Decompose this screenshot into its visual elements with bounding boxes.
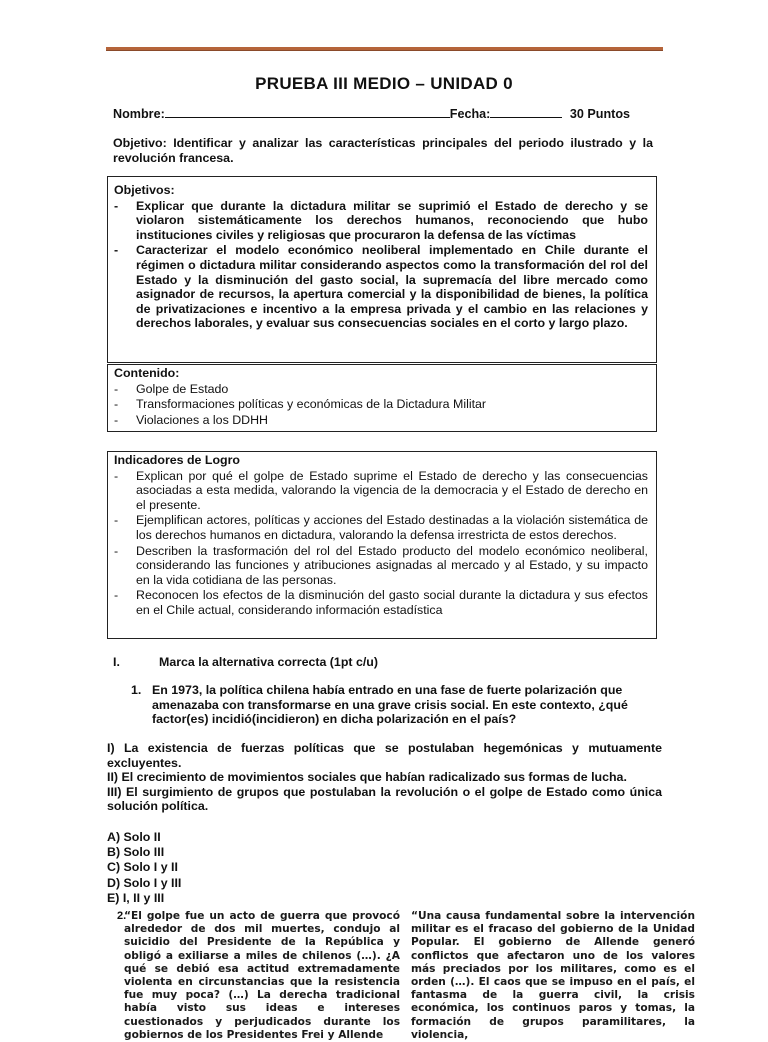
question-2-number: 2. bbox=[117, 910, 127, 922]
name-label: Nombre: bbox=[113, 107, 165, 121]
header-fields bbox=[113, 107, 653, 122]
list-item: - Explicar que durante la dictadura militar se suprimió el Estado de derecho y se violaron sistemáticamente los derechos humanos, reconociendo que hubo instituciones civiles y religiosas que procuraron la defensa de las víctimas bbox=[114, 199, 648, 243]
list-item: - Reconocen los efectos de la disminución del gasto social durante la dictadura y sus efectos en el Chile actual, considerando información estadística bbox=[114, 588, 648, 617]
objectives-list bbox=[108, 199, 656, 331]
content-heading: Contenido: bbox=[114, 366, 180, 380]
quote-right: “Una causa fundamental sobre la intervención militar es el fracaso del gobierno de la Unidad Popular. El gobierno de Allende generó conflictos que afectaron uno de los valores más preciados por los militares, como es el orden (…). El caos que se impuso en el país, el fantasma de la guerra civil, la crisis económica, los continuos paros y tomas, la formación de grupos paramilitares, la violencia, bbox=[411, 910, 695, 1041]
name-field[interactable] bbox=[165, 107, 450, 118]
content-list bbox=[108, 382, 656, 428]
option-e[interactable]: E) I, II y III bbox=[107, 890, 165, 905]
list-item: - Caracterizar el modelo económico neoliberal implementado en Chile durante el régimen o dictadura militar considerando aspectos como la transformación del rol del Estado y la disminución del gasto social, la supremacía del libre mercado como asignador de recursos, la apertura comercial y la disponibilidad de bienes, la política de privatizaciones e incentivo a la empresa privada y el cambio en las relaciones y derechos laborales, y evaluar sus consecuencias sociales en el corto y largo plazo. bbox=[114, 243, 648, 331]
question-1-statements bbox=[107, 741, 662, 814]
section-title: Marca la alternativa correcta (1pt c/u) bbox=[159, 655, 378, 669]
date-field[interactable] bbox=[490, 107, 562, 118]
top-decorative-rule bbox=[106, 47, 663, 51]
statement: III) El surgimiento de grupos que postulaban la revolución o el golpe de Estado como única solución política. bbox=[107, 784, 662, 814]
objectives-box bbox=[107, 176, 657, 363]
date-label: Fecha: bbox=[449, 107, 491, 121]
question-1-text: En 1973, la política chilena había entrado en una fase de fuerte polarización que amenazaba con transformarse en una grave crisis social. En este contexto, ¿qué factor(es) incidió(incidieron) en dicha polarización en el país? bbox=[152, 683, 628, 727]
question-1-number: 1. bbox=[131, 683, 142, 697]
question-1-options bbox=[107, 830, 181, 906]
list-item: - Describen la trasformación del rol del Estado producto del modelo económico neoliberal, considerando las funciones y atribuciones asignadas al mercado y al Estado, y su impacto en la vida cotidiana de las personas. bbox=[114, 544, 648, 588]
content-box bbox=[107, 364, 657, 432]
objectives-heading: Objetivos: bbox=[114, 183, 175, 197]
objective-statement: Objetivo: Identificar y analizar las características principales del periodo ilustrado y la revolución francesa. bbox=[113, 136, 653, 165]
list-item: - Ejemplifican actores, políticas y acciones del Estado destinadas a la violación sistemática de los derechos humanos en dictadura, valorando la defensa irrestricta de estos derechos. bbox=[114, 513, 648, 542]
quote-left: “El golpe fue un acto de guerra que provocó alrededor de dos mil muertes, condujo al suicidio del Presidente de la República y obligó a exiliarse a miles de chilenos (…). ¿A qué se debió esa actitud extremadamente violenta en circunstancias que la resistencia fue muy poca? (…) La derecha tradicional había visto sus ideas e intereses cuestionados y perjudicados durante los gobiernos de los Presidentes Frei y Allende bbox=[124, 910, 400, 1041]
indicators-heading: Indicadores de Logro bbox=[114, 453, 240, 467]
page-title: PRUEBA III MEDIO – UNIDAD 0 bbox=[255, 74, 513, 93]
list-item: - Violaciones a los DDHH bbox=[114, 413, 648, 428]
list-item: - Transformaciones políticas y económicas de la Dictadura Militar bbox=[114, 397, 648, 412]
statement: I) La existencia de fuerzas políticas que se postulaban hegemónicas y mutuamente excluyentes. bbox=[107, 741, 662, 770]
statement: II) El crecimiento de movimientos sociales que habían radicalizado sus formas de lucha. bbox=[107, 770, 627, 785]
indicators-list bbox=[108, 469, 656, 618]
indicators-box bbox=[107, 451, 657, 639]
option-a[interactable]: A) Solo II bbox=[107, 830, 161, 844]
section-number: I. bbox=[113, 655, 120, 669]
list-item: - Explican por qué el golpe de Estado suprime el Estado de derecho y las consecuencias asociadas a esta medida, valorando la vigencia de la democracia y el Estado de derecho en el presente. bbox=[114, 469, 648, 513]
option-b[interactable]: B) Solo III bbox=[107, 845, 165, 860]
list-item: - Golpe de Estado bbox=[114, 382, 648, 397]
points-label: 30 Puntos bbox=[569, 107, 631, 121]
option-d[interactable]: D) Solo I y III bbox=[107, 875, 182, 890]
option-c[interactable]: C) Solo I y II bbox=[107, 860, 178, 875]
